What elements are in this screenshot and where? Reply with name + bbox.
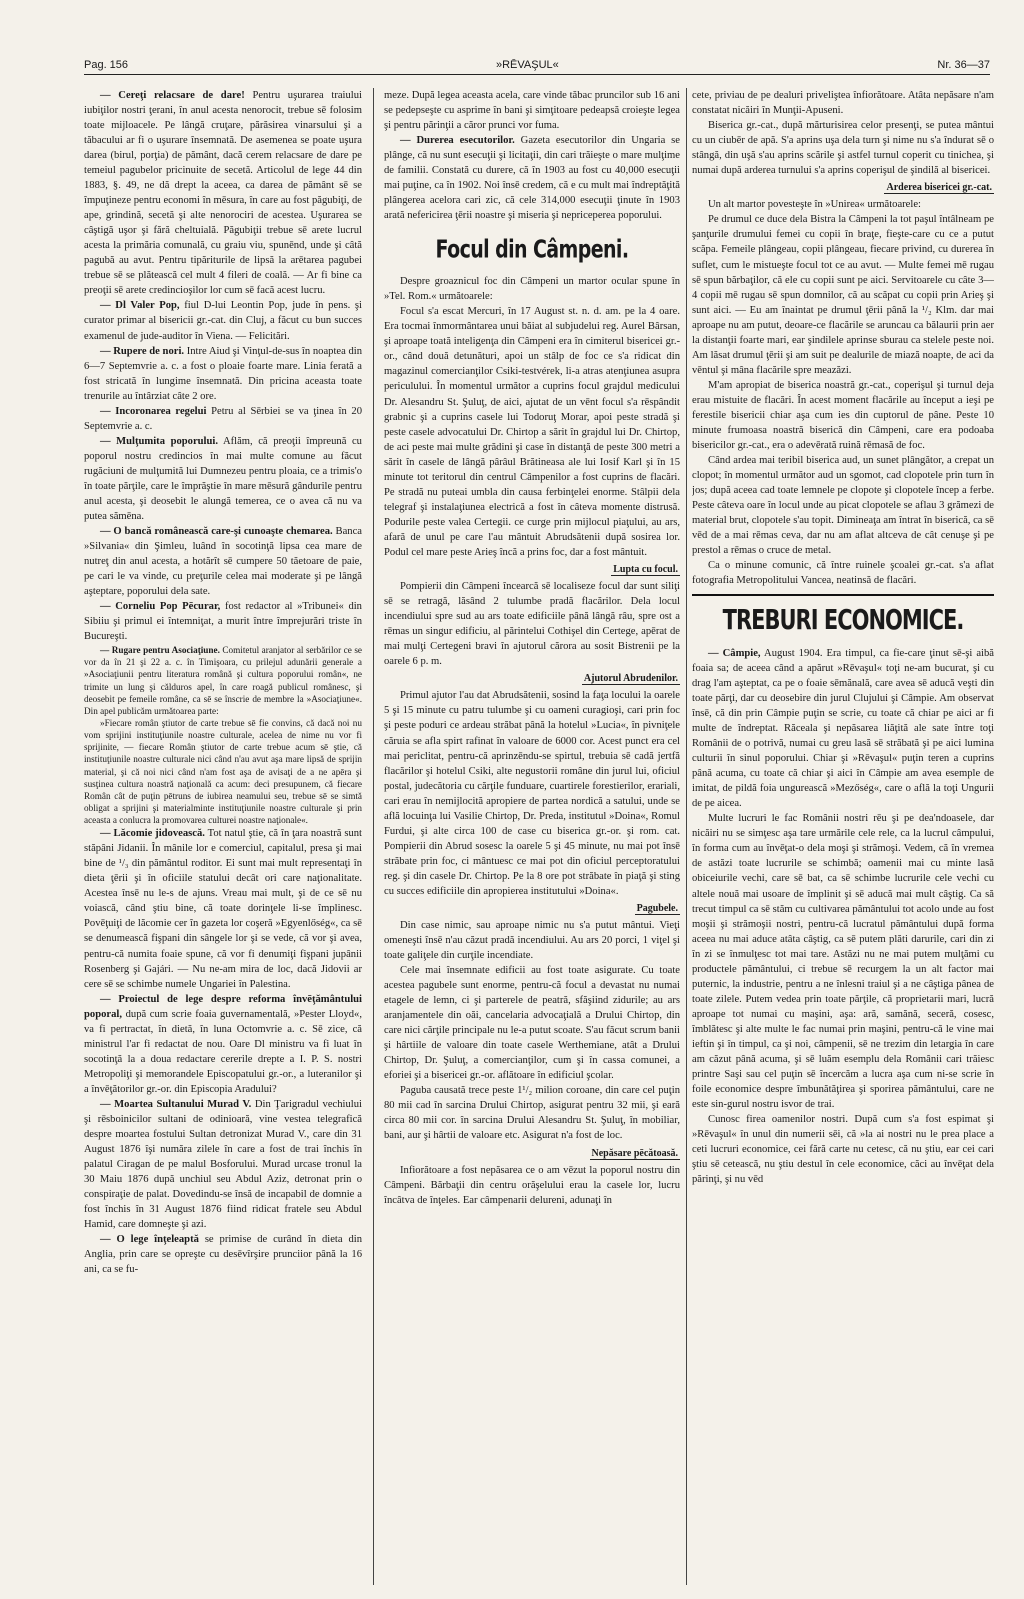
appeal-quote: »Fiecare român ştiutor de carte trebue sē fie convins, că dacă noi nu vom sprijini instituţiunile noastre culturale, acelea de nime nu vor fi sprijinite, — fiecare Român ştiutor de carte trebue acum sē ştie, că instituţiunile noastre culturale nici când n'au avut aşa mare lipsă de sprijin material, şi că noi nici când n'am fost aşa de avisaţi de a ne apēra şi susţinea cultura noastră naţională ca acum: deci presupunem, că fiecare Român cât de puţin pētruns de iubirea neamului seu, trebue sē se simtă obligat a sprijini şi materialminte instituţiunile noastre culturale şi prin aceasta a conlucra la promovarea culturei noastre naţionale«.: [84, 718, 362, 826]
article-paragraph: Cele mai însemnate edificii au fost toate asigurate. Cu toate acestea pagubele sunt enorme, pentru-că focul a devastat nu numai etagele de lemn, ci şi parterele de peatră, sfăşiind zidurile; au ars aranjamentele din oăi, cancelaria advocaţială a Drului Chirtop, din care nici cărţile principale nu le-a putut scoate. S'au făcut scrum banii şi hârtiile de valoare din toate casele Werthemiane, atât a Drului Chirtop, Dr. Şuluţ, a comercianţilor, cum şi în cassa comunei, a eforiei şi a bisericei gr.-or. aflătoare în edificiul şcolar.: [384, 965, 680, 1082]
news-text: Din Ţarigradul vechiului şi rēsboinicilor sultani de odinioară, vine vestea telegrafică despre moartea fostului Sultan detronizat Murad V., care din 31 August 1876 îşi număra zilele în care a fost de trai închis în palatul Ciragan de pe malul Bosforului. Murad urcase tronul la 30 Maiu 1876 după unchiul seu Abdul Aziz, detronat prin o conspiraţie de palat. Dovedindu-se însă de incapabil de domnie a fost închis în 31 August 1876 fiind ridicat fratele seu Abdul Hamid, care domneşte şi azi.: [84, 1098, 362, 1231]
subheading: Lupta cu focul.: [613, 563, 678, 575]
news-headline: — Moartea Sultanului Murad V.: [100, 1098, 252, 1110]
news-headline: — Mulţumita poporului.: [100, 435, 218, 447]
news-headline: — O bancă românească care-şi cunoaşte chemarea.: [100, 525, 333, 537]
article-paragraph: Biserica gr.-cat., după mărturisirea celor presenţi, se putea mântui cu un ciubēr de apă. S'a aprins uşa dela turn şi nime nu s'a îndurat sē o stângă, din uşă s'au aprins scările şi astfel turnul coperit cu tinichea, şi numai după arderea turnului s'a aprins coperişul de şindilă al bisericei.: [692, 120, 994, 177]
issue-number: Nr. 36—37: [937, 59, 990, 71]
news-item: [84, 524, 362, 599]
article-paragraph: Ca o minune comunic, că între ruinele şcoalei gr.-cat. s'a aflat fotografia Metropolitului Vancea, neatinsă de flacări.: [692, 560, 994, 587]
news-headline: — Durerea esecutorilor.: [400, 135, 515, 147]
news-text: Gazeta esecutorilor din Ungaria se plânge, că nu sunt esecuţii şi licitaţii, din cari trăieşte o mare mulţime de familii. Constată cu durere, că în 1903 au fost cu 40,000 esecuţii mai puţine, ca în 1902. Noi însē credem, că e cu mult mai îndreptăţită plângerea acelora cari zic, că cele 314,000 esecuţii ţinute în 1903 arată nefericirea ţērii noastre şi miseria şi nepriceperea poporului.: [384, 135, 680, 222]
news-headline: — Dl Valer Pop,: [100, 300, 180, 312]
news-item: [384, 133, 680, 223]
news-item: [84, 826, 362, 991]
news-text: după cum scrie foaia guvernamentală, »Pester Lloyd«, va fi pertractat, în dietă, în luna Octomvrie a. c. Sē zice, că ministrul l'ar fi redactat de nou. Oare Dl ministru va fi luat în socotinţă la a doua redactare cererile drepte a I. P. S. nostri Metropoliţi şi memorandele Episcopatului gr.-or., a luteranilor şi a învēţătorilor gr.-or. din Episcopia Aradului?: [84, 1008, 362, 1095]
news-headline: — O lege înţeleaptă: [100, 1234, 199, 1246]
article-paragraph: Focul s'a escat Mercuri, în 17 August st. n. d. am. pe la 4 oare. Era tocmai înmormântarea unui băiat al subjudelui reg. Aurel Bârsan, şi aproape toată inteligenţa din Câmpeni era în cimiterul bisericei gr.-or., când două detunături, apoi un stâlp de foc ce s'a ridicat din magazinul comercianţilor Csiki-testvérek, li-a atras atenţiunea asupra periculului. În momentul următor a cuprins focul grajdul medicului Dr. Alesandru St. Şuluţ, de aici, ajutat de un vēnt focul s'a rēspândit grabnic şi a cuprins casele lui Todoruţ Morar, apoi peste stradă şi peste casele advocatului Dr. Chirtop a sărit în grajdul lui Dr. Chirtop, de aci peste mai multe grădini şi case în distanţă de peste 300 metri a sărit în casele de lângă pârâul Brătineasa ale lui Iosif Karl şi în 15 minute tot teritorul din centrul Câmpenilor a fost cuprins de flacări. Pe stradă nu puteai umbla din causa ferbinţelei enorme. Stâlpii dela telegraf şi instalaţiunea electrică a fost în câteva momente distrusă. Podurile peste valea Certegii. ce curge prin mijlocul piaţului, au ars, afară de unul pe care l'au mântuit Abrudsătenii după sosirea lor. Podul cel mare peste Arieş încă a prins foc, dar a fost mântuit.: [384, 306, 680, 558]
news-text: meze. După legea aceasta acela, care vinde tăbac pruncilor sub 16 ani se pedepseşte cu asprime în bani şi simţitoare pedeapsă croieşte legea şi pentru părinţii a căror prunci vor fuma.: [384, 90, 680, 132]
article-paragraph: Pe drumul ce duce dela Bistra la Câmpeni la tot paşul întâlneam pe şanţurile drumului femei cu copii în braţe, fieşte-care cu ce a putut scăpa. Femeile plângeau, copii plângeau, fiecare privind, cu durerea în suflet, cum le mistueşte focul tot ce au avut. — Multe femei mē rugau sē spun bărbaţilor, că ele cu copii sunt pe aici. Servitoarele cu câte 3—4 copii mē rugau sē spun domnilor, că au scăpat cu copii prin Arieş şi sunt aici. — Eu am înaintat pe drumul ţērii până la ¹/₂ Klm. dar mai aproape nu am putut, deoare-ce flacările se aruncau ca bălaurii prin aer la distanţii foarte mari, ear şindilele aprinse sburau ca stelele peste noi. Am lăsat drumul ţērii şi am suit pe dealurile de miază noapte, de aci da vēntul şi mâna flacările spre meazăzi.: [692, 214, 994, 376]
article-paragraph: M'am apropiat de biserica noastră gr.-cat., coperişul şi turnul deja erau mistuite de flacări. În acest moment flacările au început a ieşi pe ferestile bisericii chiar aşa cum ies din cuptorul de pâne. Peste 10 minute frumoasa noastră biserică din Câmpeni, care era podoaba bisericilor gr.-cat., era o adevērată ruină rēmasă de foc.: [692, 379, 994, 451]
section-title: TREBURI ECONOMICE.: [722, 604, 964, 636]
article-paragraph: Multe lucruri le fac Românii nostri rēu şi pe dea'ndoasele, dar nicăiri nu se simţesc aşa tare urmările cele rele, ca la lucrul câmpului, în forma cum au învēţat-o dela moşi şi strămoşi. Vedem, că în vremea de astăzi toate lucrurile se schimbă; oamenii mai cu minte lasă obiceiurile vechi, care sē bat, ca sē schimbe lucrurile cele vechi cu altele nouă mai usoare de împlinit şi sē aducă mai mult câştig. Ca să trecut timpul ca sē stăm cu cultivarea pământului tot acolo unde au fost moşii şi strămoşii nostri, pentru-că lucratul pământului după forma aceea nu mai aduce atâta câştig, ca sē putem plăti darurile, cari din zi în zi se înmulţesc tot mai tare. Astăzi nu ne mai putem mulţămi cu productele pământului, ci trebue sē recurgem la un alt factor mai puternic, la industrie, pentru a ne înlesni traiul şi a ne câştiga pânea de toate zilele. Putem vedea prin toate părţile, că proprietarii mari, lucră aproape tot numai cu maşini, aşa: ară, samănă, seceră, cosesc, îmblătesc şi alte multe le fac numai prin maşini, pentru-că le vine mai ieftin şi în timpul, ca şi noi, câmpenii, sē ne trezim din letargia în care am căzut până acuma, şi sē luăm esemplu dela Românii cari trăiesc printre Saşi sau cel puţin sē încercăm a lucra aşa cum ni-se scrie în foile economice despre îmbunătăţirea şi sporirea pământului, care ne este sin-gurul nostru isvor de trai.: [692, 813, 994, 1110]
news-text: August 1904. Era timpul, ca fie-care ţinut sē-şi aibă foaia sa; de aceea când a apărut »Rēvaşul« toţi ne-am bucurat, şi cu drag l'am aşteptat, ca pe o foaie sēmănală, care avea sē aducă veşti din toate părţi, dar cu deosebire din jurul Clujului şi Câmpie. Am observat însē, că din prin Câmpie puţin se scrie, cu toate că chiar pe aici ar fi multe de îndreptat. Răceala şi nepăsarea liăţită ale sate între toţi Românii de o potrivă, numai cu greu lasă sē străbată şi pe aici lumina culturii în sinul poporului. Chiar şi »Rēvaşul« puţin teren a cuprins până acuma, cu toate că chiar şi aici în Câmpie am avea esemple de imitat, de pildă foia ungurească »Mezőség«, care o află la toţi Ungurii de pe aicea.: [692, 648, 994, 810]
article-paragraph: Un alt martor povesteşte în »Unirea« următoarele:: [708, 199, 921, 211]
news-headline: — Proiectul de lege despre reforma învēţământului poporal,: [84, 993, 362, 1020]
news-text: Pentru uşurarea traiului iubiţilor nostri ţerani, în anul acesta nenorocit, trebue sē folosim toate mijloacele. Pe lângă cruţare, părăsirea vinarsului şi a tăbacului ar fi o uşurare însemnată. De asemenea se poate uşura darea (birul, porţia) de pământ, dacă cerem relacsare de dare pe temeiul pagubelor pricinuite de secetă. Articolul de lege 44 din 1883, §. 49, ne dă drept la aceea, ca darea de pământ sē se împuţineze pentru economi în mēsura, în care au fost păgubiţi, de ape, grindină, secetă şi alte nenorociri de acestea. Uşurarea se câştigă uşor şi fără cheltuială. Păgubiţii trebue sē arete lucrul acesta la primăria comunală, cu graiu viu, spunēnd, unde şi câtă pagubă au avut. Pentru tipăriturile de lipsă la arētarea pagubei trebue sē se plătească cel mult 4 fileri de coală. — Ar fi bine ca preoţii sē arete credincioşilor lor cum sē facă acest lucru.: [84, 90, 362, 297]
subheading: Ajutorul Abrudenilor.: [583, 673, 678, 685]
news-headline: — Rugare pentru Asociaţiune.: [100, 645, 220, 656]
news-text: Banca »Silvania« din Şimleu, luând în socotinţă lipsa cea mare de nutreţ din anul acesta, a hotărît sē cumpere 50 tăetoare de paie, pe cari le va vinde, cu preţurile celea mai moderate şi pe lângă aşteptare, poporului dela sate.: [84, 525, 362, 598]
subheading: Nepăsare pēcătoasă.: [591, 1147, 678, 1159]
columns: [84, 80, 994, 1585]
article-paragraph: Despre groaznicul foc din Câmpeni un martor ocular spune în »Tel. Rom.« următoarele:: [384, 276, 680, 303]
column-3: [692, 88, 994, 1585]
news-text: Tot natul ştie, că în ţara noastră sunt stăpâni Jidanii. În mânile lor e comerciul, capitalul, presa şi mai bine de ¹/₃ din pământul roditor. Ei sunt mai mult representaţi în dieta ţērii şi în oficiile statului decât ori care naţionalitate. Acestea însē nu le-s de ajuns. Vreau mai mult, şi de ce sē nu voiască, când ştiu bine, că toate dorinţele li-se împlinesc. Povēţuiţi de lăcomie cer în gazeta lor coşeră »Egyenlőség«, ca sē se denumească fişpani din sângele lor şi se vede, că vor şi avea, pentru-că numita foaie spune, că vor fi denumiţi fişpani jupânii Rosenberg şi Gajári. — Nu ne-am mira de loc, dacă Jidovii ar cere sē se schimbe numele Ungariei în Palestina.: [84, 828, 362, 990]
journal-title: »RĒVAŞUL«: [496, 59, 559, 71]
article-paragraph: Paguba causată trece peste 1¹/₂ milion coroane, din care cel puţin 80 mii cad în sarcina Drului Chirtop, asigurat pentru 32 mii, şi eară circa 80 mii cor. în sarcina Drului Alesandru St. Şuluţ, în mobiliar, bani, aur şi hârtii de valoare etc. Asigurat n'a fost de loc.: [384, 1085, 680, 1142]
news-item: [84, 88, 362, 298]
news-text: se primise de curând în dieta din Anglia, prin care se opreşte cu desēvîrşire prunciior până la 16 ani, ca se fu-: [84, 1234, 362, 1276]
article-paragraph: Din case nimic, sau aproape nimic nu s'a putut mântui. Vieţi omeneşti însē n'au căzut pradă incendiului. Au ars 20 porci, 1 viţel şi toate galiţele din curţile incendiate.: [384, 920, 680, 962]
news-headline: — Cereţi relacsare de dare!: [100, 90, 245, 101]
column-2: [384, 88, 680, 1585]
news-item: [84, 434, 362, 524]
section-rule: [692, 594, 994, 596]
article-paragraph: Infiorătoare a fost nepăsarea ce o am vēzut la poporul nostru din Câmpeni. Bărbaţii din centru orăşelului erau la casele lor, lucru încâtva de înţeles. Ear câmpenarii delureni, adunaţi în: [384, 1164, 680, 1206]
news-headline: — Rupere de nori.: [100, 345, 185, 357]
news-item: [84, 298, 362, 343]
page-number: Pag. 156: [84, 59, 129, 71]
news-text: fost redactor al »Tribunei« din Sibiiu şi primul ei întemniţat, a murit între împrejurări triste în Bucureşti.: [84, 601, 362, 643]
article-paragraph: Cunosc firea oamenilor nostri. După cum s'a fost espimat şi »Rēvaşul« în unul din numerii sēi, că »la ai nostri nu le prea place a ceti lucruri economice, cei fără carte nu cetesc, că nu ştiu, ear cei cari ştiu sē cetească, nu ştiu destul în cele economice, căci au învēţat dela părinţi, şi nu vēd: [692, 1113, 994, 1186]
page-header: [84, 58, 990, 75]
news-text: Intre Aiud şi Vinţul-de-sus în noaptea din 6—7 Septemvrie a. c. a fost o ploaie foarte mare. Linia ferată a fost stricată în lungime însemnată. Din pricina aceasta toate trenurile au întârziat câte 2 ore.: [84, 345, 362, 402]
news-item: [84, 992, 362, 1097]
news-item: [692, 646, 994, 811]
article-title: Focul din Câmpeni.: [435, 235, 629, 265]
news-headline: — Lăcomie jidovească.: [100, 828, 205, 840]
news-item: [84, 1097, 362, 1232]
news-headline: — Câmpie,: [708, 648, 761, 659]
news-item: [84, 599, 362, 644]
subheading: Arderea bisericei gr.-cat.: [886, 182, 992, 194]
news-item: [84, 344, 362, 404]
column-divider: [373, 88, 374, 1585]
column-1: [84, 88, 362, 1585]
news-text: Petru al Sērbiei se va ţinea în 20 Septemvrie a. c.: [84, 405, 362, 432]
news-headline: — Corneliu Pop Pēcurar,: [100, 601, 221, 613]
news-item: [84, 1232, 362, 1277]
article-paragraph: Pompierii din Câmpeni încearcă sē localiseze focul dar sunt siliţi sē se retragă, lăsând 2 tulumbe pradă flacărilor. Dela locul incendiului spre sud au ars toate edificiile până lângă râu, spre ost a rēmas un singur edificiu, al părintelui Cothişel din Certege, apērat de mai mulţi Certegeni bravi în ajutorul cărora au sosit Bistrenii pe la oarele 6 p. m.: [384, 581, 680, 668]
article-paragraph: Când ardea mai teribil biserica aud, un sunet plângător, a crepat un clopot; în momentul următor aud un sgomot, cad clopotele prin turn în jos; după aceea cad toate lemnele pe clopote şi clopotele încep a ferbe. Peste câteva oare în locul unde au picat clopotele se aflau 3 grămezi de material brut, clopotele s'au topit. Dimineaţa am întrat în biserică, ca sē vēd de a mai rēmas ceva, dar nu am aflat altceva de cât cenuşe şi pe prestol a rēmas o cruce de metal.: [692, 454, 994, 557]
news-text: Comitetul aranjator al serbărilor ce se vor da în 21 şi 22 a. c. în Timişoara, cu prilejul adunării generale a »Asociaţiunii pentru literatura română şi cultura poporului român«, ne trimite un lung şi călduros apel, în care roagă publicul românesc, şi deosebit pe femeile române, ca sē se înscrie de membre la »Asociaţiune«. Din apel publicăm următoarea parte:: [84, 645, 362, 716]
news-text: fiul D-lui Leontin Pop, jude în pens. şi curator primar al bisericii gr.-cat. din Cluj, a făcut cu bun succes examenul de jude-auditor în Viena. — Felicitări.: [84, 300, 362, 342]
news-headline: — Incoronarea regelui: [100, 405, 207, 417]
article-paragraph: cete, priviau de pe dealuri priveliştea înfiorătoare. Atâta nepăsare n'am constatat nicăiri în Munţii-Apuseni.: [692, 90, 994, 117]
column-divider: [686, 88, 687, 1585]
news-item: [84, 404, 362, 434]
news-text: Aflăm, că preoţii împreună cu poporul nostru credincios în mai multe comune au făcut rugăciuni de mulţumită lui Dumnezeu pentru ploaia, ce a trimis'o în toate părţile, care le împrăştie în mare mēsură gândurile pentru anul acesta, şi deosebit le alungă temerea, ce o avea că nu va putea sămēna.: [84, 435, 362, 522]
news-item: [84, 644, 362, 717]
article-paragraph: Primul ajutor l'au dat Abrudsătenii, sosind la faţa locului la oarele 5 şi 15 minute cu patru tulumbe şi cu oameni curagioşi, cari prin foc şi peste poduri ce ardeau străbat până la hotelul »Lucia«, în pivniţele căruia se afla spirt rafinat în valoare de 6000 cor. Acest punct era cel mai periclitat, pentru-că aprinzēndu-se spirtul, trebuia sē cadă jertfă flacărilor şi hotelul Csiki, alte negustorii române din jurul lui, oficiul postal, judecătoria cu cărţile funduare, cuartirele forestierilor, erariali, cari erau în nemijlocită apropiere de partea nordică a satului, unde se află locuinţa lui Vasilie Chirtop, Dr. Preda, institutul »Doina«, Romul Furdui, şi alte circa 100 de case cu biserica gr.-or. şi rom. cat. Pompierii din Abrud sosesc la oarele 5 şi 45 minute, nu mai pot însē străbate prin foc, ci mântuesc ce mai pot din oficiul perceptoratului reg. şi din casele Dr. Chirtop. Pe la 8 ore pot străbate în piaţă şi sting cu succes edificiile din apropierea institutului »Doina«.: [384, 690, 680, 897]
subheading: Pagubele.: [636, 902, 678, 914]
